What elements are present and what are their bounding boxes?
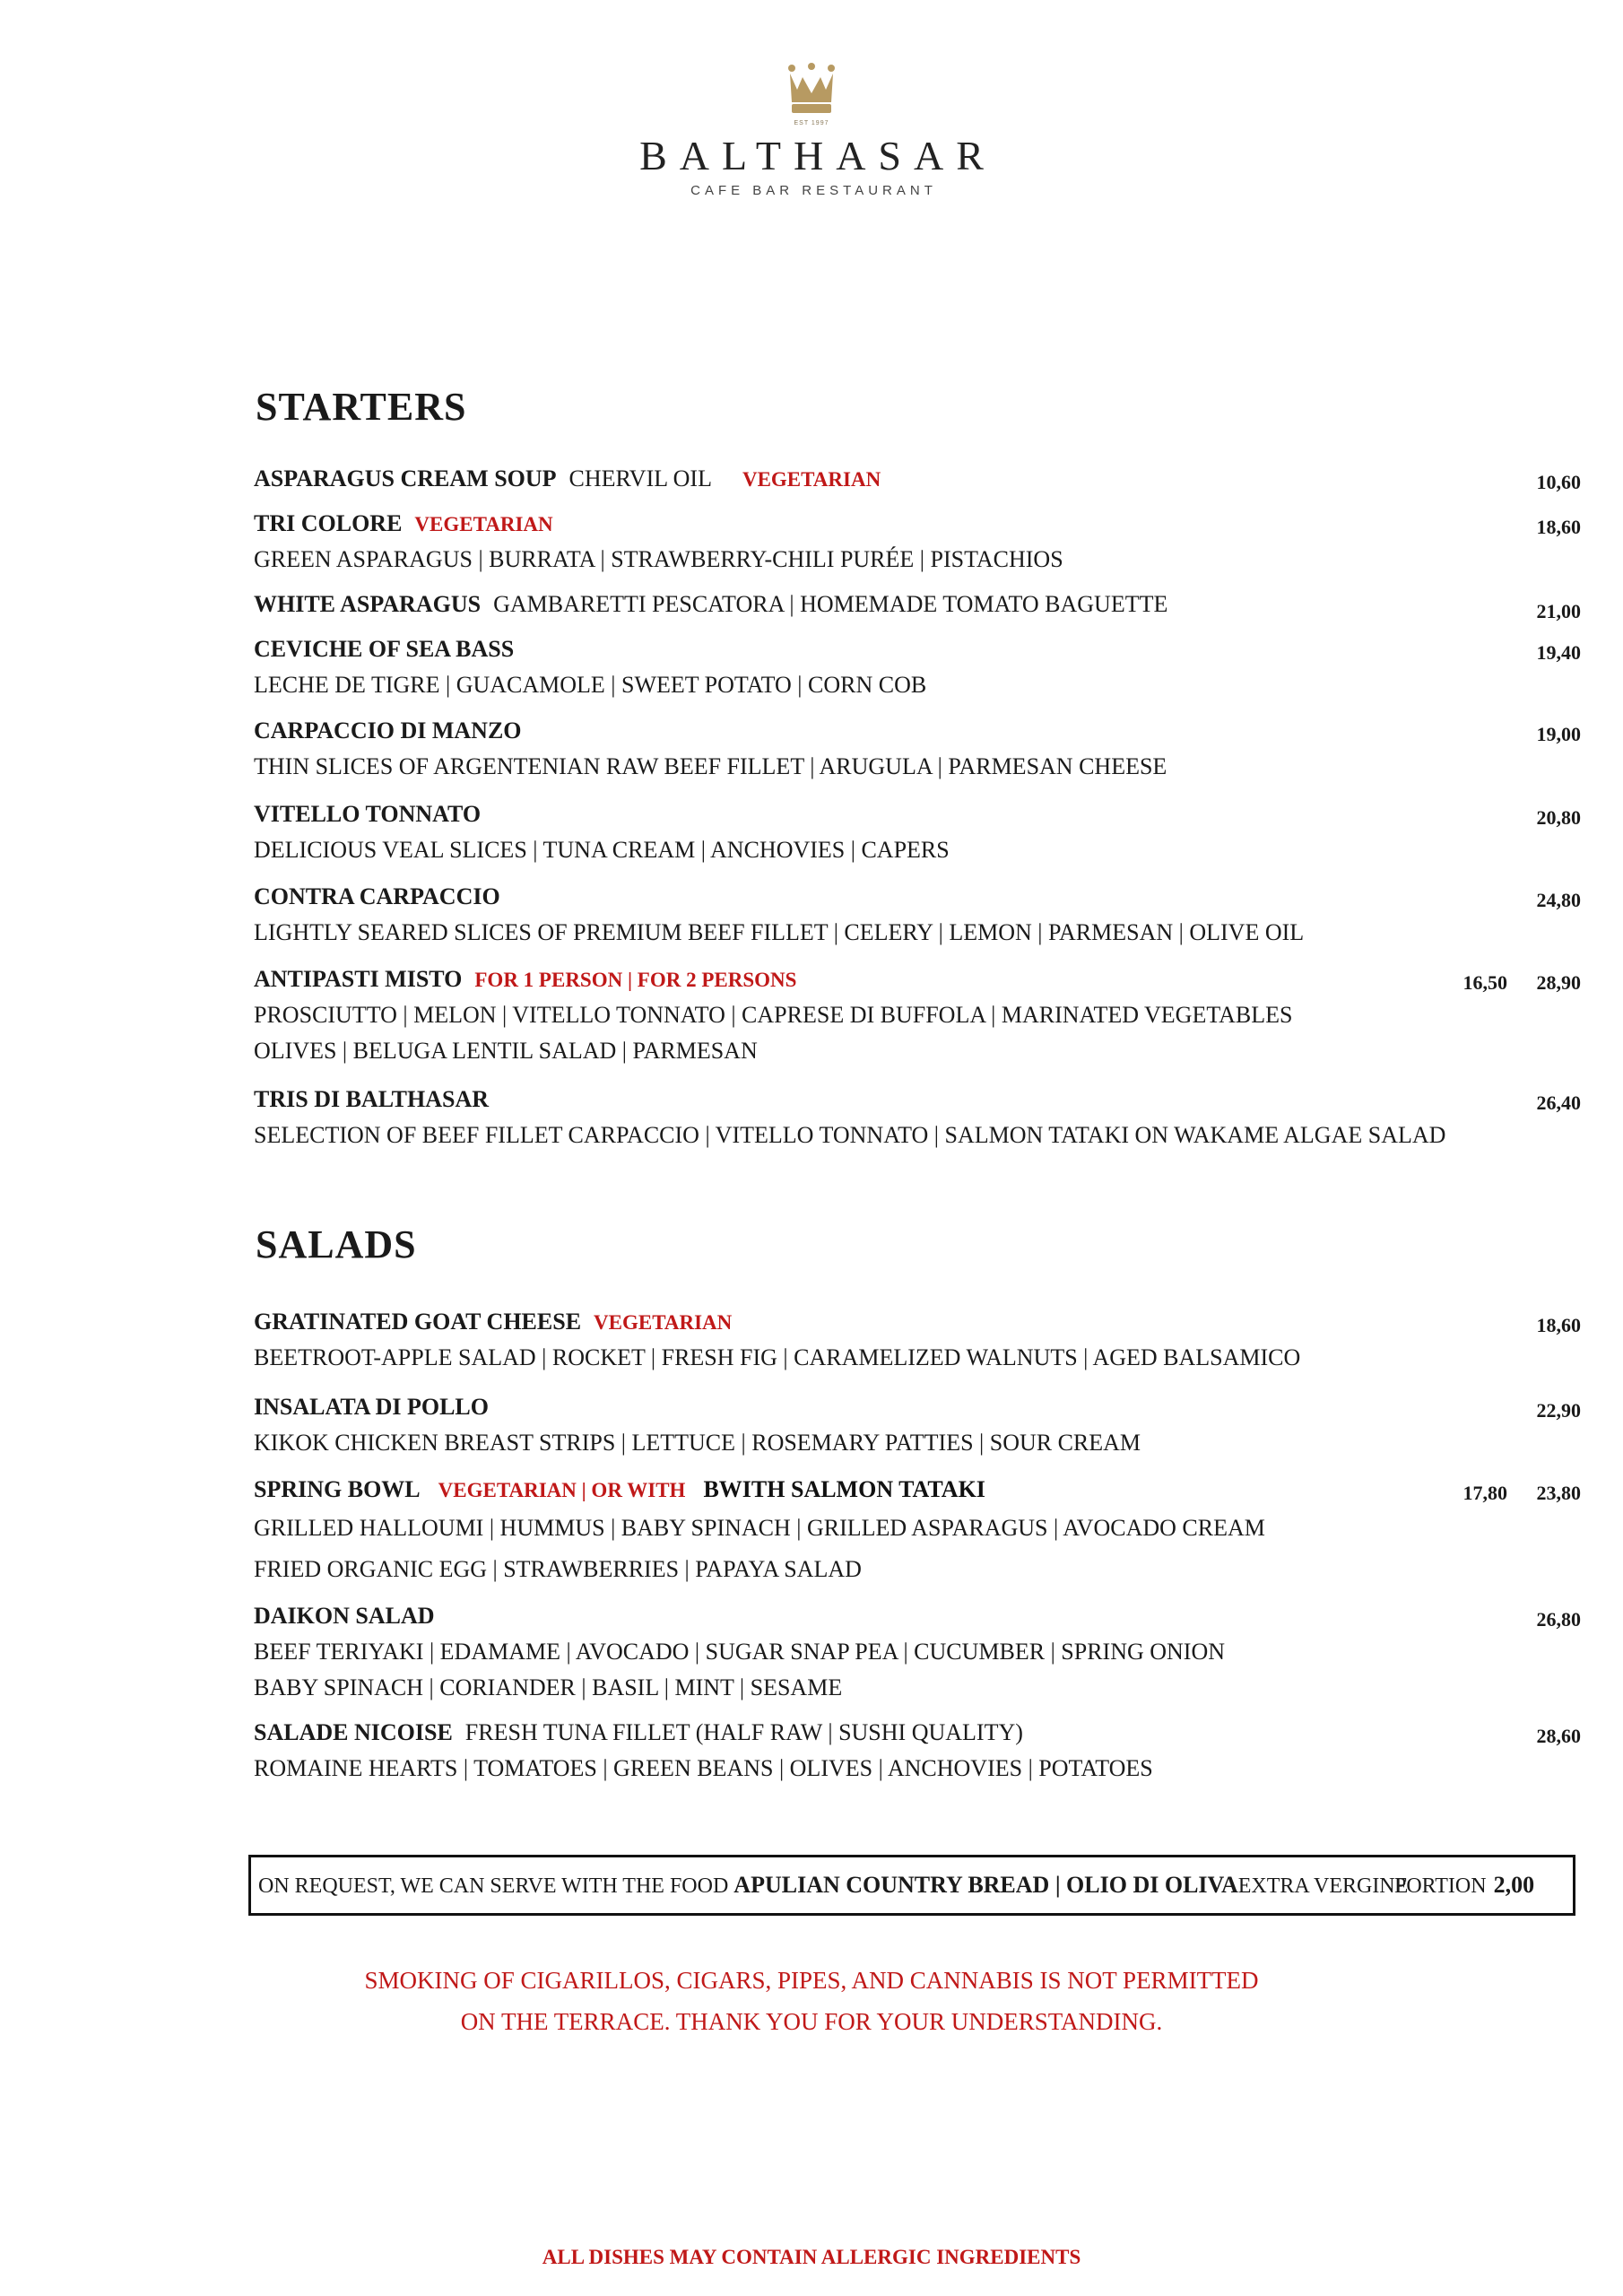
menu-item <box>254 1472 1581 1590</box>
menu-item <box>254 587 1581 622</box>
menu-item <box>254 1304 1581 1376</box>
menu-item <box>254 506 1581 578</box>
item-price: 21,00 <box>1536 600 1581 622</box>
item-name: TRIS DI BALTHASAR <box>254 1086 490 1112</box>
item-price: 28,60 <box>1536 1725 1581 1747</box>
item-description: GREEN ASPARAGUS | BURRATA | STRAWBERRY-CHILI PURÉE | PISTACHIOS <box>254 546 1063 572</box>
salmon-option-label: BWITH SALMON TATAKI <box>703 1476 985 1502</box>
bread-offer-box <box>248 1855 1575 1916</box>
item-price: 24,80 <box>1536 889 1581 911</box>
item-description: DELICIOUS VEAL SLICES | TUNA CREAM | ANCHOVIES | CAPERS <box>254 837 950 863</box>
item-price: 20,80 <box>1536 806 1581 829</box>
item-price: 18,60 <box>1536 1314 1581 1336</box>
item-name: CARPACCIO DI MANZO <box>254 718 522 744</box>
section-title-salads: SALADS <box>256 1222 417 1266</box>
bread-item: APULIAN COUNTRY BREAD | OLIO DI OLIVA <box>733 1872 1238 1898</box>
item-name: TRI COLORE <box>254 510 403 536</box>
item-price: 10,60 <box>1536 471 1581 493</box>
portion-tag: FOR 1 PERSON | FOR 2 PERSONS <box>474 969 797 991</box>
bread-intro: ON REQUEST, WE CAN SERVE WITH THE FOOD <box>258 1874 729 1898</box>
vegetarian-tag: VEGETARIAN <box>414 513 553 535</box>
item-description: SELECTION OF BEEF FILLET CARPACCIO | VITELLO TONNATO | SALMON TATAKI ON WAKAME ALGAE SALAD <box>254 1122 1446 1148</box>
item-name: GRATINATED GOAT CHEESE <box>254 1309 582 1335</box>
bread-price: 2,00 <box>1493 1872 1535 1898</box>
item-description: BABY SPINACH | CORIANDER | BASIL | MINT | SESAME <box>254 1674 843 1700</box>
menu-item <box>254 1715 1581 1787</box>
vegetarian-tag: VEGETARIAN <box>594 1311 733 1334</box>
item-price: 22,90 <box>1536 1399 1581 1422</box>
item-description: LIGHTLY SEARED SLICES OF PREMIUM BEEF FILLET | CELERY | LEMON | PARMESAN | OLIVE OIL <box>254 919 1305 945</box>
item-name: WHITE ASPARAGUS <box>254 591 482 617</box>
smoking-notice-line2: ON THE TERRACE. THANK YOU FOR YOUR UNDERSTANDING. <box>460 2008 1163 2035</box>
item-price: 18,60 <box>1536 516 1581 538</box>
menu-item <box>254 713 1581 785</box>
item-description: OLIVES | BELUGA LENTIL SALAD | PARMESAN <box>254 1038 758 1064</box>
menu-item <box>254 796 1581 868</box>
item-name: CONTRA CARPACCIO <box>254 883 500 909</box>
item-description: BEETROOT-APPLE SALAD | ROCKET | FRESH FIG | CARAMELIZED WALNUTS | AGED BALSAMICO <box>254 1344 1301 1370</box>
crown-logo-icon <box>785 63 838 118</box>
item-name: SPRING BOWL <box>254 1476 421 1502</box>
item-extra: CHERVIL OIL <box>568 465 712 491</box>
item-description: KIKOK CHICKEN BREAST STRIPS | LETTUCE | ROSEMARY PATTIES | SOUR CREAM <box>254 1430 1141 1456</box>
est-label: EST 1997 <box>794 120 829 126</box>
menu-item <box>254 1082 1581 1153</box>
allergy-notice: ALL DISHES MAY CONTAIN ALLERGIC INGREDIENTS <box>542 2246 1081 2268</box>
item-name: VITELLO TONNATO <box>254 801 482 827</box>
item-name: ASPARAGUS CREAM SOUP <box>254 465 557 491</box>
item-price-small: 16,50 <box>1462 971 1507 994</box>
item-price-small: 17,80 <box>1462 1482 1507 1504</box>
item-name: ANTIPASTI MISTO <box>254 966 463 992</box>
portion-label: PORTION <box>1394 1874 1487 1898</box>
item-name: SALADE NICOISE <box>254 1719 453 1745</box>
smoking-notice-line1: SMOKING OF CIGARILLOS, CIGARS, PIPES, AND CANNABIS IS NOT PERMITTED <box>364 1967 1259 1994</box>
item-description: PROSCIUTTO | MELON | VITELLO TONNATO | CAPRESE DI BUFFOLA | MARINATED VEGETABLES <box>254 1002 1293 1028</box>
vegetarian-tag: VEGETARIAN <box>742 468 881 491</box>
menu-item <box>254 1389 1581 1461</box>
menu-item <box>254 961 1581 1069</box>
item-price: 23,80 <box>1536 1482 1581 1504</box>
item-price: 19,40 <box>1536 641 1581 664</box>
item-description: BEEF TERIYAKI | EDAMAME | AVOCADO | SUGAR SNAP PEA | CUCUMBER | SPRING ONION <box>254 1639 1226 1665</box>
item-price: 28,90 <box>1536 971 1581 994</box>
menu-header <box>0 63 1623 198</box>
item-description: GRILLED HALLOUMI | HUMMUS | BABY SPINACH | GRILLED ASPARAGUS | AVOCADO CREAM <box>254 1515 1265 1541</box>
item-name: DAIKON SALAD <box>254 1603 435 1629</box>
item-extra: GAMBARETTI PESCATORA | HOMEMADE TOMATO BAGUETTE <box>493 591 1168 617</box>
menu-item <box>254 461 1581 497</box>
item-price: 26,40 <box>1536 1091 1581 1114</box>
item-price: 19,00 <box>1536 723 1581 745</box>
bread-extra: EXTRA VERGINE <box>1237 1874 1409 1898</box>
bread-portion <box>1394 1857 1534 1914</box>
item-extra: FRESH TUNA FILLET (HALF RAW | SUSHI QUALITY) <box>464 1719 1023 1745</box>
vegetarian-tag: VEGETARIAN | OR WITH <box>438 1479 686 1501</box>
item-description: LECHE DE TIGRE | GUACAMOLE | SWEET POTATO | CORN COB <box>254 672 927 698</box>
item-price: 26,80 <box>1536 1608 1581 1631</box>
item-description: THIN SLICES OF ARGENTENIAN RAW BEEF FILLET | ARUGULA | PARMESAN CHEESE <box>254 753 1167 779</box>
menu-item <box>254 879 1581 951</box>
brand-name: BALTHASAR <box>639 133 996 178</box>
item-description: ROMAINE HEARTS | TOMATOES | GREEN BEANS | OLIVES | ANCHOVIES | POTATOES <box>254 1755 1153 1781</box>
item-description: FRIED ORGANIC EGG | STRAWBERRIES | PAPAYA SALAD <box>254 1556 862 1582</box>
section-title-starters: STARTERS <box>256 385 467 429</box>
menu-item <box>254 631 1581 703</box>
item-name: INSALATA DI POLLO <box>254 1394 489 1420</box>
item-name: CEVICHE OF SEA BASS <box>254 636 515 662</box>
brand-subtitle: CAFE BAR RESTAURANT <box>690 183 937 198</box>
menu-item <box>254 1598 1581 1706</box>
